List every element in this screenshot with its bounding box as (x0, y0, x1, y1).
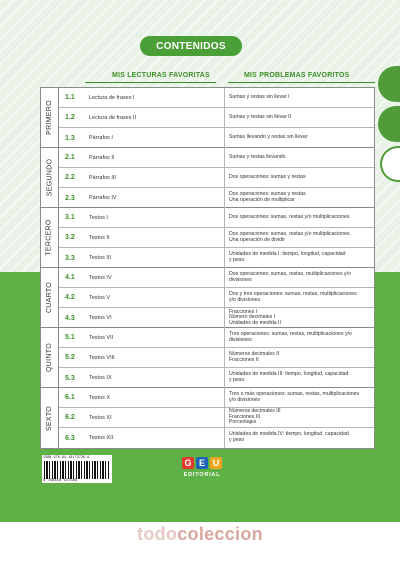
row-number: 5.3 (65, 374, 75, 382)
table-row (59, 288, 374, 308)
column-divider (224, 148, 225, 167)
problem-line: divisiones (229, 276, 252, 283)
reading-title: Textos III (89, 255, 112, 261)
row-number: 2.2 (65, 174, 75, 181)
reading-title: Textos VIII (89, 354, 115, 361)
problem-line: Dos operaciones: sumas, restas y/o multiplicaciones. (229, 230, 351, 237)
group-label-text: QUINTO (46, 343, 53, 372)
reading-title: Textos XII (89, 435, 114, 441)
problem-line: Porcentajes (229, 419, 257, 426)
problem-line: Unidades de medida III: tiempo, longitud, capacidad (229, 371, 349, 378)
publisher-logo (178, 457, 226, 489)
problem-line: Dos y tres operaciones: sumas, restas, multiplicaciones (229, 290, 357, 297)
logo-letter-u: U (210, 457, 222, 469)
watermark-accent: coleccion (177, 524, 263, 544)
watermark-prefix: todo (137, 524, 178, 544)
problem-line: y peso (229, 437, 245, 443)
row-number: 4.2 (65, 294, 75, 301)
reading-title: Textos X (89, 394, 111, 401)
header-underline-lecturas (85, 82, 216, 83)
group-label (41, 268, 59, 327)
row-number: 5.2 (65, 354, 75, 361)
table-row (59, 248, 374, 268)
problem-line: Tres operaciones: sumas, restas, multiplicaciones y/o (229, 330, 352, 337)
row-number: 1.1 (65, 94, 75, 101)
row-number: 3.1 (65, 214, 75, 221)
column-divider (224, 308, 225, 328)
column-divider (224, 388, 225, 407)
problem-line: Fracciones III (229, 413, 261, 420)
problem-cell (229, 148, 371, 167)
problem-line: Dos operaciones: sumas, restas, multiplicaciones y/o (229, 270, 351, 277)
problem-cell (229, 368, 371, 388)
column-divider (224, 108, 225, 127)
problem-line: y peso (229, 377, 245, 383)
column-divider (224, 88, 225, 107)
row-number: 6.1 (65, 394, 75, 401)
problem-line: Números decimales II (229, 350, 280, 357)
table-row (59, 168, 374, 188)
problem-line: Una operación de dividir (229, 236, 285, 243)
problem-cell (229, 308, 371, 328)
table-row (59, 388, 374, 408)
header-lecturas: MIS LECTURAS FAVORITAS (112, 72, 210, 79)
group-segundo (41, 148, 374, 208)
table-row (59, 348, 374, 368)
column-divider (224, 208, 225, 227)
row-number: 1.2 (65, 114, 75, 121)
problem-cell (229, 288, 371, 307)
group-label (41, 208, 59, 267)
group-label-text: SEXTO (46, 405, 54, 431)
column-divider (224, 328, 225, 347)
barcode (42, 455, 112, 483)
table-row (59, 368, 374, 388)
reading-title: Textos V (89, 294, 111, 301)
group-label-text: PRIMERO (46, 100, 53, 135)
table-row (59, 328, 374, 348)
group-cuarto (41, 268, 374, 328)
column-divider (224, 408, 225, 427)
reading-title: Párrafos I (89, 135, 113, 141)
header-underline-problemas (228, 82, 375, 83)
watermark (0, 524, 400, 545)
problem-line: y/o divisiones (229, 396, 261, 403)
group-label (41, 88, 59, 147)
problem-cell (229, 388, 371, 407)
reading-title: Textos VI (89, 315, 112, 321)
problem-line: Sumas llevando y restas sin llevar (229, 134, 308, 141)
barcode-bars (44, 461, 110, 479)
table-row (59, 88, 374, 108)
row-number: 6.2 (65, 414, 75, 421)
column-divider (224, 168, 225, 187)
problem-line: Número decimales I (229, 314, 276, 321)
problem-cell (229, 348, 371, 367)
problem-line: Sumas y restas sin llevar II (229, 113, 291, 120)
row-number: 1.3 (65, 134, 75, 142)
problem-line: y/o divisiones (229, 296, 261, 303)
problem-line: Sumas y restas sin llevar I (229, 93, 290, 100)
row-number: 4.3 (65, 314, 75, 322)
problem-cell (229, 188, 371, 208)
problem-line: Fracciones II (229, 356, 259, 363)
reading-title: Textos IV (89, 274, 112, 281)
group-label-text: SEGUNDO (46, 158, 53, 197)
table-row (59, 408, 374, 428)
group-primero (41, 88, 374, 148)
table-row (59, 308, 374, 328)
column-divider (224, 368, 225, 388)
group-label (41, 328, 59, 387)
problem-line: Unidades de medida IV: tiempo, longitud, capacidad (229, 431, 349, 438)
problem-cell (229, 108, 371, 127)
group-tercero (41, 208, 374, 268)
logo-editorial: EDITORIAL (183, 472, 221, 478)
column-divider (224, 188, 225, 208)
reading-title: Lectura de frases I (89, 94, 135, 101)
reading-title: Párrafos III (89, 174, 116, 181)
row-number: 6.3 (65, 434, 75, 442)
column-divider (224, 348, 225, 367)
column-divider (224, 128, 225, 148)
problem-cell (229, 408, 371, 427)
table-row (59, 188, 374, 208)
problem-line: Tres o más operaciones: sumas, restas, multiplicaciones (229, 390, 360, 397)
barcode-digits: 9 788418 137389 (43, 479, 78, 483)
problem-line: Dos operaciones: sumas, restas y/o multiplicaciones (229, 213, 350, 220)
group-label (41, 148, 59, 207)
column-divider (224, 268, 225, 287)
page-title: CONTENIDOS (140, 36, 242, 56)
table-row (59, 128, 374, 148)
column-divider (224, 428, 225, 448)
problem-line: Unidades de medida I: tiempo, longitud, capacidad (229, 251, 346, 258)
row-number: 3.3 (65, 254, 75, 262)
reading-title: Textos II (89, 234, 110, 241)
problem-line: Dos operaciones: sumas y restas (229, 173, 306, 180)
problem-line: Dos operaciones: sumas y restas (229, 191, 306, 198)
isbn-text: ISBN 978-84-18173738-9 (43, 456, 90, 460)
contents-table (40, 87, 375, 449)
reading-title: Textos XI (89, 414, 112, 421)
problem-cell (229, 228, 371, 247)
row-number: 4.1 (65, 274, 75, 281)
group-sexto (41, 388, 374, 448)
problem-line: y peso (229, 257, 245, 263)
column-divider (224, 248, 225, 268)
problem-cell (229, 268, 371, 287)
problem-cell (229, 328, 371, 347)
table-row (59, 228, 374, 248)
reading-title: Párrafos II (89, 154, 115, 161)
group-quinto (41, 328, 374, 388)
reading-title: Textos I (89, 214, 108, 221)
table-row (59, 208, 374, 228)
table-row (59, 428, 374, 448)
reading-title: Textos VII (89, 334, 114, 341)
problem-cell (229, 428, 371, 448)
row-number: 3.2 (65, 234, 75, 241)
group-label (41, 388, 59, 448)
row-number: 2.1 (65, 154, 75, 161)
row-number: 5.1 (65, 334, 75, 341)
problem-cell (229, 208, 371, 227)
problem-line: Sumas y restas llevando (229, 153, 286, 160)
column-divider (224, 288, 225, 307)
problem-cell (229, 168, 371, 187)
table-row (59, 268, 374, 288)
logo-letter-g: G (182, 457, 194, 469)
column-divider (224, 228, 225, 247)
problem-line: divisiones (229, 336, 252, 343)
problem-line: Una operación de multiplicar (229, 197, 295, 203)
problem-line: Unidades de medida II (229, 319, 281, 326)
table-row (59, 148, 374, 168)
reading-title: Párrafos IV (89, 195, 117, 201)
reading-title: Lectura de frases II (89, 114, 137, 121)
reading-title: Textos IX (89, 375, 112, 381)
header-problemas: MIS PROBLEMAS FAVORITOS (244, 72, 350, 79)
row-number: 2.3 (65, 194, 75, 202)
logo-letter-e: E (196, 457, 208, 469)
problem-cell (229, 248, 371, 268)
problem-cell (229, 128, 371, 148)
group-label-text: TERCERO (46, 219, 54, 256)
problem-line: Números decimales III (229, 408, 281, 415)
table-row (59, 108, 374, 128)
problem-line: Fracciones I (229, 308, 258, 315)
group-label-text: CUARTO (46, 281, 54, 314)
problem-cell (229, 88, 371, 107)
